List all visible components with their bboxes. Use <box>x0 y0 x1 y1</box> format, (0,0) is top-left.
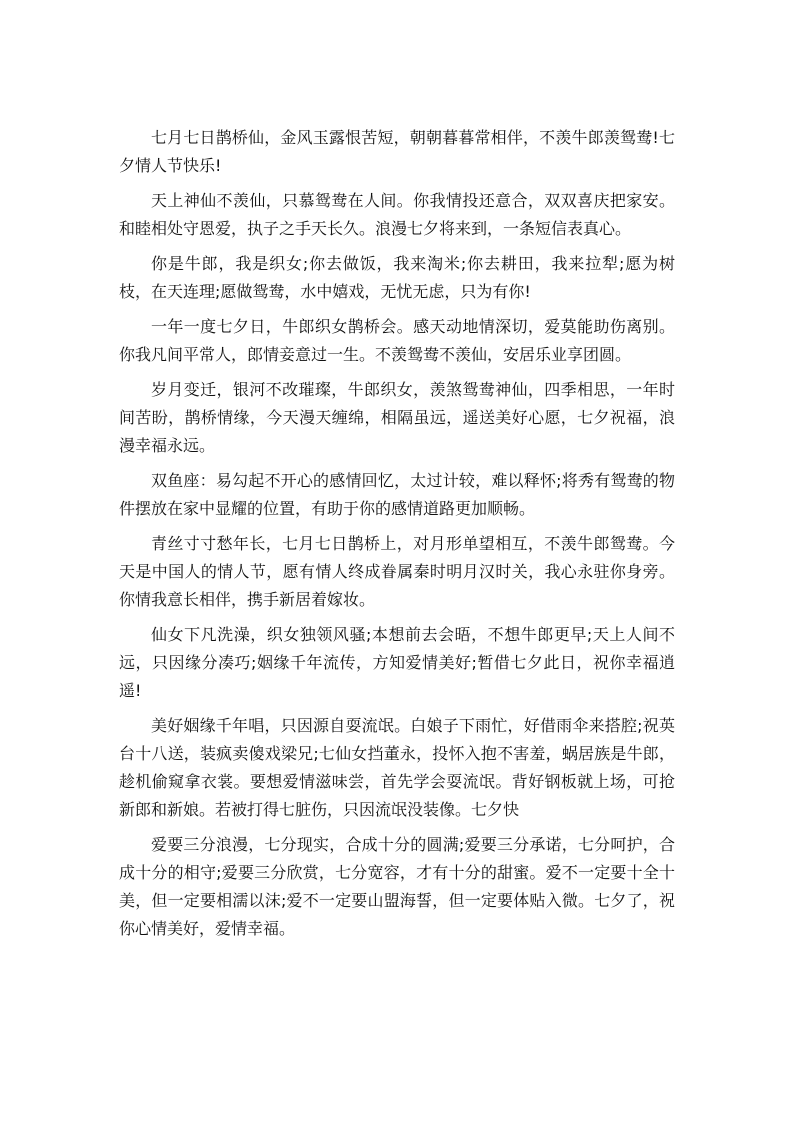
paragraph-3: 你是牛郎，我是织女;你去做饭，我来淘米;你去耕田，我来拉犁;愿为树枝，在天连理;愿做鸳鸯，水中嬉戏，无忧无虑，只为有你! <box>119 254 675 301</box>
paragraph-5: 岁月变迁，银河不改璀璨，牛郎织女，羡煞鸳鸯神仙，四季相思，一年时间苦盼，鹊桥情缘，今天漫天缠绵，相隔虽远，遥送美好心愿，七夕祝福，浪漫幸福永远。 <box>119 380 675 455</box>
paragraph-8: 仙女下凡洗澡，织女独领风骚;本想前去会晤，不想牛郎更早;天上人间不远，只因缘分凑巧;姻缘千年流传，方知爱情美好;暂借七夕此日，祝你幸福逍遥! <box>119 625 675 700</box>
paragraph-2: 天上神仙不羡仙，只慕鸳鸯在人间。你我情投还意合，双双喜庆把家安。和睦相处守恩爱，执子之手天长久。浪漫七夕将来到，一条短信表真心。 <box>119 191 675 238</box>
paragraph-4: 一年一度七夕日，牛郎织女鹊桥会。感天动地情深切，爱莫能助伤离别。你我凡间平常人，郎情妾意过一生。不羡鸳鸯不羡仙，安居乐业享团圆。 <box>119 317 675 364</box>
document-body <box>119 124 675 950</box>
paragraph-6: 双鱼座：易勾起不开心的感情回忆，太过计较，难以释怀;将秀有鸳鸯的物件摆放在家中显耀的位置，有助于你的感情道路更加顺畅。 <box>119 471 675 518</box>
paragraph-10: 爱要三分浪漫，七分现实，合成十分的圆满;爱要三分承诺，七分呵护，合成十分的相守;爱要三分欣赏，七分宽容，才有十分的甜蜜。爱不一定要十全十美，但一定要相濡以沫;爱不一定要山盟海誓，但一定要体贴入微。七夕了，祝你心情美好，爱情幸福。 <box>119 835 675 938</box>
paragraph-9: 美好姻缘千年唱，只因源自耍流氓。白娘子下雨忙，好借雨伞来搭腔;祝英台十八送，装疯卖傻戏梁兄;七仙女挡董永，投怀入抱不害羞，蜗居族是牛郎，趁机偷窥拿衣裳。要想爱情滋味尝，首先学会耍流氓。背好钢板就上场，可抢新郎和新娘。若被打得七脏伤，只因流氓没装像。七夕快 <box>119 716 675 819</box>
paragraph-7: 青丝寸寸愁年长，七月七日鹊桥上，对月形单望相互，不羡牛郎鸳鸯。今天是中国人的情人节，愿有情人终成眷属秦时明月汉时关，我心永驻你身旁。你情我意长相伴，携手新居着嫁妆。 <box>119 534 675 609</box>
paragraph-1: 七月七日鹊桥仙，金风玉露恨苦短，朝朝暮暮常相伴，不羡牛郎羡鸳鸯!七夕情人节快乐! <box>119 128 675 175</box>
